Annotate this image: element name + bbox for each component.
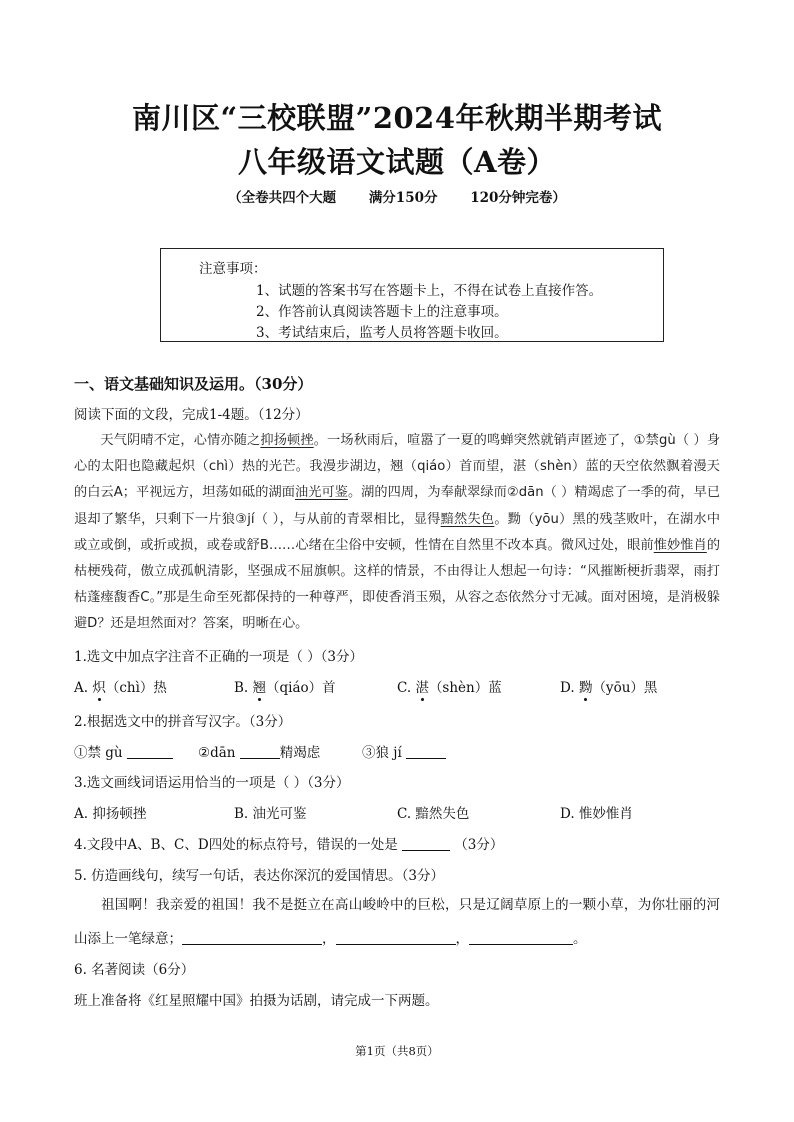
notice-item: 3、考试结束后，监考人员将答题卡收回。 bbox=[256, 325, 508, 341]
question-1-stem: 1.选文中加点字注音不正确的一项是（ ）（3分） bbox=[74, 649, 364, 665]
reading-passage bbox=[74, 428, 720, 638]
q5-sep: ， bbox=[322, 931, 336, 947]
item-tail: 精竭虑 bbox=[279, 745, 321, 761]
underlined-phrase: 惟妙惟肖 bbox=[653, 537, 707, 553]
question-2-stem: 2.根据选文中的拼音写汉字。（3分） bbox=[74, 714, 292, 730]
option-label: C. bbox=[397, 680, 416, 696]
q1-option-b bbox=[234, 676, 336, 696]
q1-option-d bbox=[560, 676, 657, 696]
q3-option-a: A. 抑扬顿挫 bbox=[74, 806, 147, 822]
dotted-char: 黝 bbox=[578, 680, 593, 696]
option-text: （qiáo）首 bbox=[266, 680, 336, 696]
option-text: （shèn）蓝 bbox=[428, 680, 502, 696]
underlined-phrase: 黯然失色 bbox=[440, 511, 495, 527]
answer-blank[interactable] bbox=[182, 930, 322, 945]
underlined-phrase: 油光可鉴 bbox=[294, 485, 348, 501]
passage-text: 。黝（yōu）黑的残茎败叶，在湖水中或立或倒，或折或损，或卷或舒B……心绪在尘俗中安顿，性情在自然里不改本真。微风过处，眼前 bbox=[74, 511, 721, 553]
dotted-char: 炽 bbox=[92, 680, 106, 696]
q2-item-1 bbox=[74, 741, 173, 761]
underlined-phrase: 抑扬顿挫 bbox=[260, 433, 314, 448]
answer-blank[interactable] bbox=[469, 930, 573, 945]
exam-title-line1: 南川区“三校联盟”2024年秋期半期考试 bbox=[131, 101, 663, 135]
q3-option-b: B. 油光可鉴 bbox=[234, 806, 307, 822]
dotted-char: 湛 bbox=[415, 680, 429, 696]
notice-title: 注意事项： bbox=[199, 261, 267, 277]
q2-item-2 bbox=[198, 741, 320, 761]
q3-option-d: D. 惟妙惟肖 bbox=[560, 806, 633, 822]
answer-blank[interactable] bbox=[240, 744, 280, 759]
page-number: 第1页（共8页） bbox=[355, 1044, 439, 1058]
exam-title-line2: 八年级语文试题（A卷） bbox=[237, 145, 556, 179]
question-4-stem bbox=[74, 833, 503, 853]
q4-text: 4.文段中A、B、C、D四处的标点符号，错误的一处是 bbox=[74, 837, 398, 853]
q5-end: 。 bbox=[573, 931, 587, 947]
q3-option-c: C. 黯然失色 bbox=[397, 806, 470, 822]
notice-item: 2、作答前认真阅读答题卡上的注意事项。 bbox=[256, 304, 508, 320]
q5-text: 祖国啊！我亲爱的祖国！我不是挺立在高山峻岭中的巨松，只是辽阔草原上的一颗小草，为你壮丽的河山添上一笔绿意； bbox=[74, 897, 720, 947]
item-label: ②dān bbox=[198, 745, 236, 761]
notice-box bbox=[160, 248, 664, 342]
q2-item-3 bbox=[362, 741, 446, 761]
answer-blank[interactable] bbox=[402, 836, 450, 851]
option-label: B. bbox=[234, 680, 253, 696]
question-5-stem: 5. 仿造画线句，续写一句话，表达你深沉的爱国情思。（3分） bbox=[74, 868, 445, 884]
exam-info bbox=[0, 186, 794, 206]
option-label: A. bbox=[74, 680, 93, 696]
q6-text: 班上准备将《红星照耀中国》拍摄为话剧，请完成一下两题。 bbox=[74, 993, 439, 1009]
answer-blank[interactable] bbox=[336, 930, 456, 945]
passage-text: 。一场秋雨后，喧嚣了一夏的鸣蝉突然就销声匿迹了，①禁gù（ ）身心的太阳也隐藏起炽（chì）热的光芒。我漫步湖边，翘（qiáo）首而望，湛（shèn）蓝的天空依然飘着漫天的白云A；平视远方，坦荡如砥的湖面 bbox=[74, 433, 721, 501]
option-text: （chì）热 bbox=[105, 680, 167, 696]
item-label: ①禁 gù bbox=[74, 745, 123, 761]
q4-score: （3分） bbox=[454, 837, 504, 853]
option-text: （yōu）黑 bbox=[592, 680, 658, 696]
passage-text: 的枯梗残荷，傲立成孤帆清影，坚强成不屈旗帜。这样的情景，不由得让人想起一句诗：“风摧断梗折翡翠，雨打枯蓬瘗馥香C。”那是生命至死都保持的一种尊严，即使香消玉殒，从容之态依然分寸无减。面对困境，是消极躲避D？还是坦然面对？答案，明晰在心。 bbox=[74, 537, 720, 632]
dotted-char: 翘 bbox=[252, 680, 267, 696]
q1-option-c bbox=[397, 676, 502, 696]
option-label: D. bbox=[560, 680, 579, 696]
q5-sep: ， bbox=[455, 931, 469, 947]
exam-info-total: （全卷共四个大题 bbox=[228, 190, 337, 206]
section-heading: 一、语文基础知识及运用。（30分） bbox=[74, 375, 313, 393]
exam-info-time: 120分钟完卷） bbox=[470, 190, 566, 206]
passage-text: 天气阴晴不定，心情亦随之 bbox=[100, 433, 261, 448]
item-label: ③狼 jí bbox=[362, 745, 402, 761]
answer-blank[interactable] bbox=[406, 744, 446, 759]
answer-blank[interactable] bbox=[127, 744, 173, 759]
question-3-stem: 3.选文画线词语运用恰当的一项是（ ）（3分） bbox=[74, 775, 350, 791]
question-6-stem: 6. 名著阅读（6分） bbox=[74, 962, 195, 978]
q5-passage bbox=[74, 888, 720, 956]
q1-option-a bbox=[74, 676, 167, 696]
reading-instruction: 阅读下面的文段，完成1-4题。（12分） bbox=[74, 407, 309, 423]
notice-item: 1、试题的答案书写在答题卡上，不得在试卷上直接作答。 bbox=[256, 283, 603, 299]
exam-info-score: 满分150分 bbox=[368, 190, 438, 206]
passage-text: 。湖的四周，为奉献翠绿而②dān（ ）精竭虑了一季的荷，早已退却了繁华，只剩下一片狼③jí（ ），与从前的青翠相比，显得 bbox=[74, 485, 721, 527]
